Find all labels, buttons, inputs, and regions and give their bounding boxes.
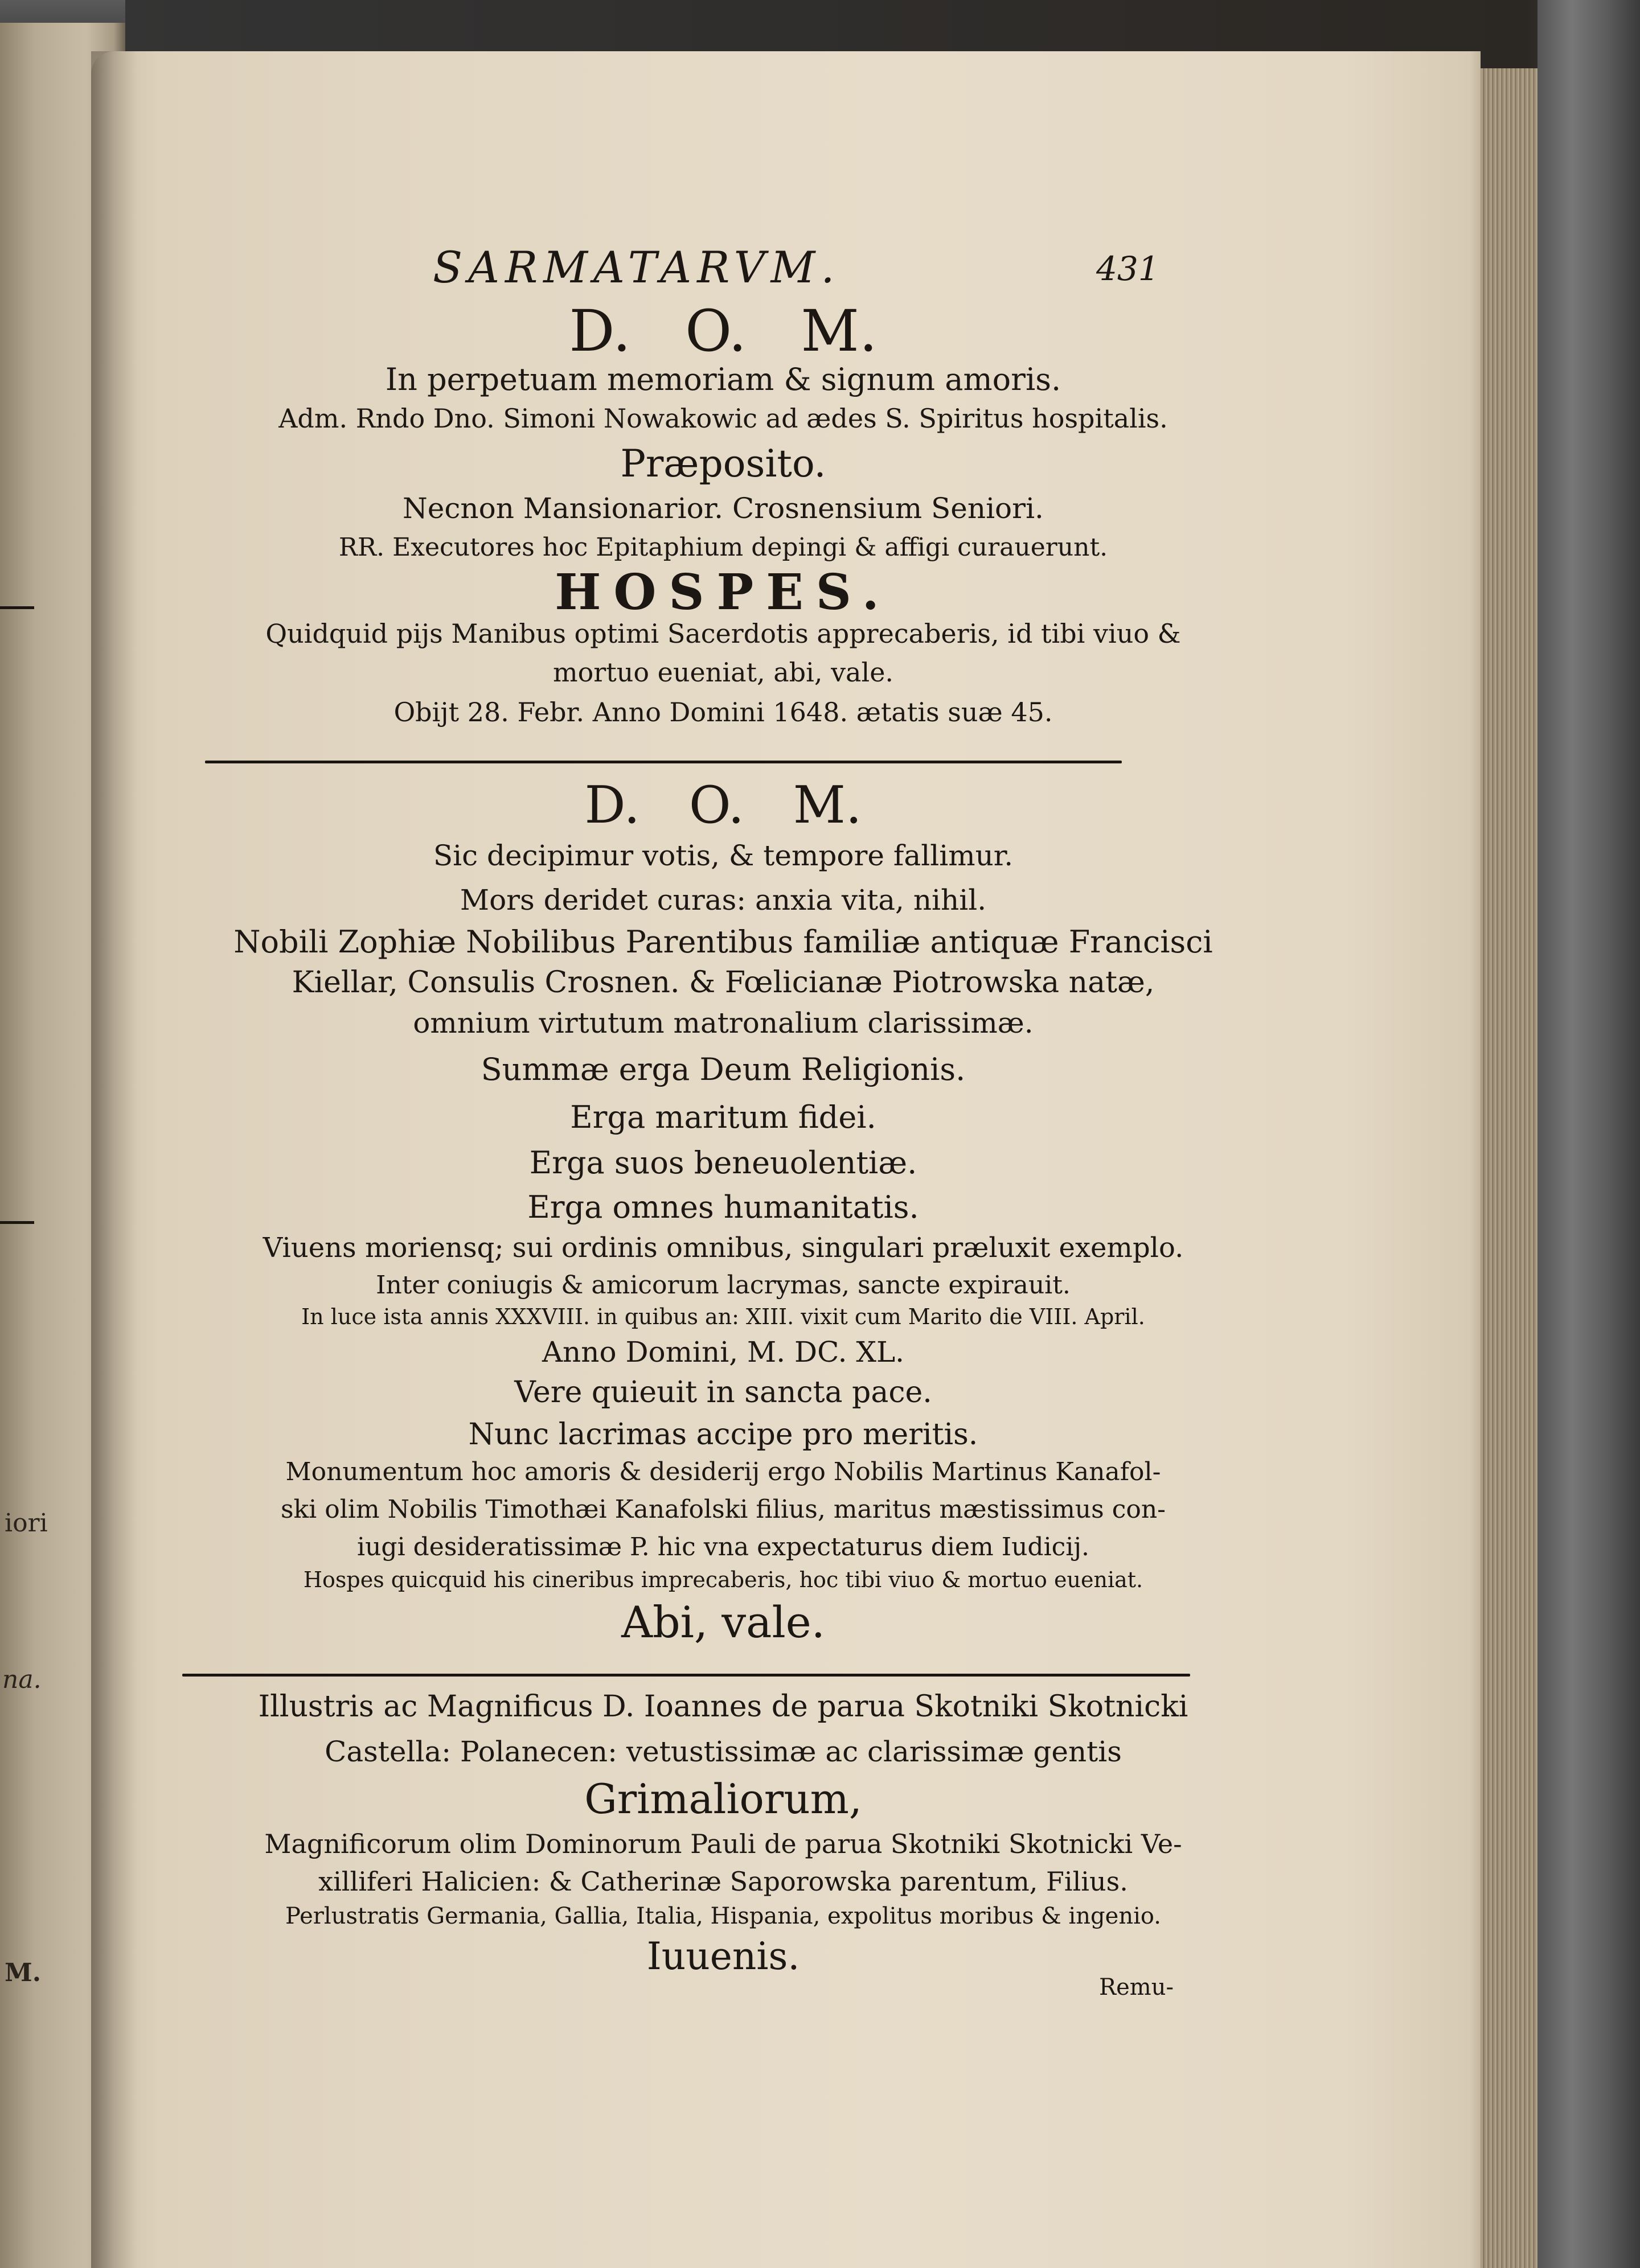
epitaph2-line: Nobili Zophiæ Nobilibus Parentibus familiæ antiquæ Francisci (233, 924, 1213, 960)
epitaph2-line: Inter coniugis & amicorum lacrymas, sancte expirauit. (376, 1271, 1071, 1300)
catchword: Remu- (1099, 1974, 1174, 2000)
left-fragment-1: iori (5, 1509, 48, 1538)
epitaph1-line: mortuo eueniat, abi, vale. (552, 657, 894, 688)
epitaph2-line: Sic decipimur votis, & tempore fallimur. (433, 839, 1014, 872)
entry3-line: Magnificorum olim Dominorum Pauli de parua Skotniki Skotnicki Ve- (264, 1829, 1182, 1859)
epitaph2-line: Kiellar, Consulis Crosnen. & Fœlicianæ Piotrowska natæ, (292, 965, 1155, 1000)
entry3-line: Iuuenis. (646, 1934, 800, 1978)
epitaph1-line: Adm. Rndo Dno. Simoni Nowakowic ad ædes S. Spiritus hospitalis. (278, 403, 1168, 434)
epitaph1-line: Quidquid pijs Manibus optimi Sacerdotis apprecaberis, id tibi viuo & (265, 618, 1181, 649)
epitaph2-line: Erga omnes humanitatis. (527, 1189, 919, 1225)
epitaph2-line: Anno Domini, M. DC. XL. (542, 1336, 905, 1369)
entry3-line: xilliferi Halicien: & Catherinæ Saporowska parentum, Filius. (318, 1866, 1128, 1897)
entry3-line: Castella: Polanecen: vetustissimæ ac clarissimæ gentis (325, 1735, 1122, 1768)
epitaph1-hospes: HOSPES. (555, 564, 892, 621)
epitaph1-line: Necnon Mansionarior. Crosnensium Seniori. (403, 492, 1044, 525)
right-cover (1538, 0, 1640, 2268)
epitaph2-line: Summæ erga Deum Religionis. (481, 1051, 966, 1087)
left-fragment-3: M. (5, 1958, 42, 1987)
epitaph2-line: ski olim Nobilis Timothæi Kanafolski filius, maritus mæstissimus con- (280, 1495, 1166, 1524)
epitaph2-line: omnium virtutum matronalium clarissimæ. (413, 1006, 1034, 1040)
epitaph1-line: Obijt 28. Febr. Anno Domini 1648. ætatis suæ 45. (393, 697, 1053, 728)
epitaph2-line: Vere quieuit in sancta pace. (514, 1375, 932, 1410)
running-title: SARMATARVM. (433, 242, 840, 293)
epitaph2-line: In luce ista annis XXXVIII. in quibus an: XIII. vixit cum Marito die VIII. April. (301, 1304, 1145, 1329)
left-page-rule (0, 606, 34, 609)
epitaph2-line: Erga maritum fidei. (570, 1099, 876, 1135)
entry3-line: Illustris ac Magnificus D. Ioannes de parua Skotniki Skotnicki (258, 1690, 1188, 1724)
epitaph2-line: Erga suos beneuolentiæ. (529, 1145, 917, 1181)
gutter-shadow (91, 51, 137, 2268)
epitaph2-line: Nunc lacrimas accipe pro meritis. (468, 1418, 978, 1452)
epitaph1-line: In perpetuam memoriam & signum amoris. (385, 361, 1061, 397)
epitaph2-line: Monumentum hoc amoris & desiderij ergo Nobilis Martinus Kanafol- (285, 1457, 1161, 1486)
epitaph2-line: Hospes quicquid his cineribus imprecaberis, hoc tibi viuo & mortuo eueniat. (303, 1567, 1143, 1592)
left-page-rule (0, 1221, 34, 1224)
epitaph2-closing: Abi, vale. (621, 1597, 825, 1647)
epitaph2-line: iugi desideratissimæ P. hic vna expectaturus diem Iudicij. (357, 1532, 1089, 1562)
epitaph2-line: Mors deridet curas: anxia vita, nihil. (460, 884, 987, 917)
left-fragment-2: na. (2, 1665, 42, 1694)
entry3-line: Grimaliorum, (584, 1775, 862, 1823)
epitaph2-line: Viuens moriensq; sui ordinis omnibus, singulari præluxit exemplo. (263, 1232, 1184, 1264)
section-rule (205, 761, 1122, 763)
epitaph1-dom: D. O. M. (569, 298, 878, 364)
epitaph1-line: Præposito. (620, 442, 826, 486)
epitaph2-dom: D. O. M. (584, 775, 862, 835)
page-number: 431 (1096, 249, 1159, 288)
entry3-line: Perlustratis Germania, Gallia, Italia, Hispania, expolitus moribus & ingenio. (285, 1903, 1161, 1929)
section-rule (182, 1674, 1190, 1677)
epitaph1-line: RR. Executores hoc Epitaphium depingi & affigi curauerunt. (338, 533, 1108, 562)
